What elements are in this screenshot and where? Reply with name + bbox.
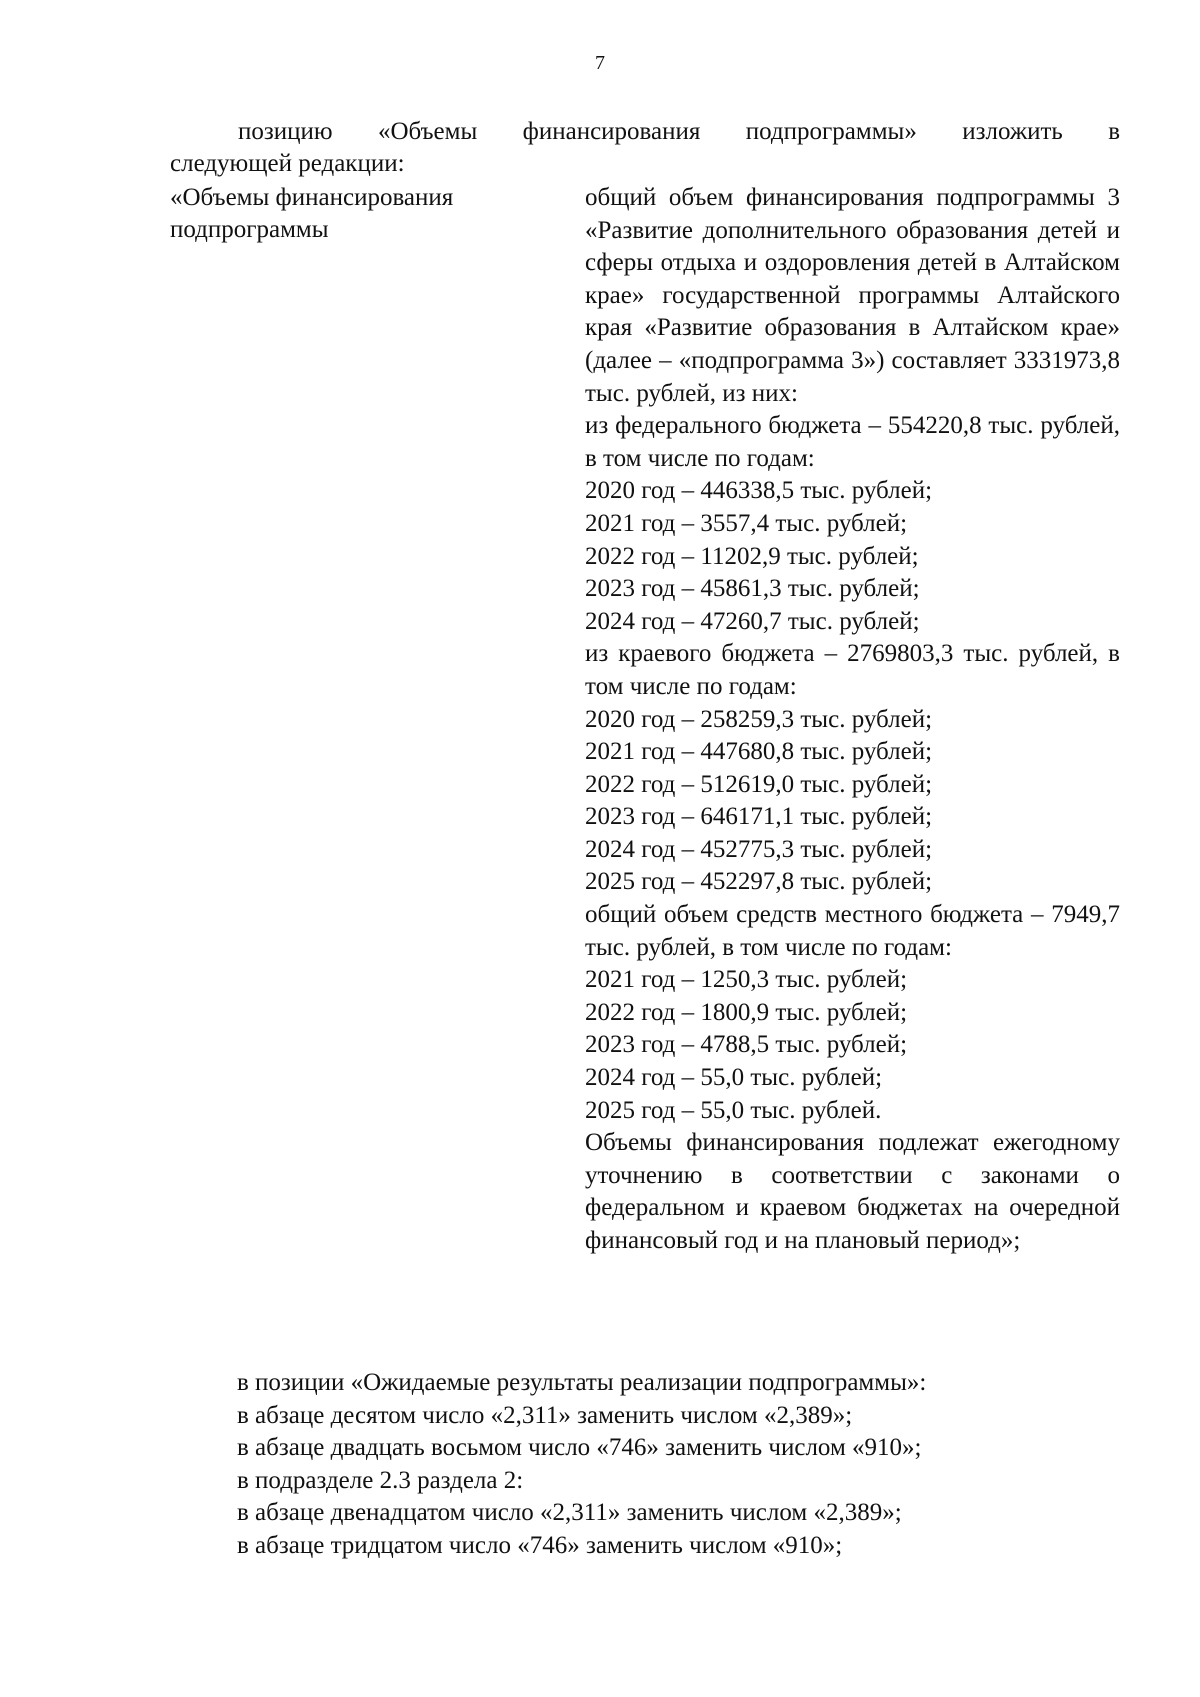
local-year-line: 2023 год – 4788,5 тыс. рублей; xyxy=(585,1031,908,1059)
local-year-line: 2021 год – 1250,3 тыс. рублей; xyxy=(585,966,908,994)
amendment-line: в позиции «Ожидаемые результаты реализации подпрограммы»: xyxy=(237,1369,927,1396)
intro-line-1: позицию «Объемы финансирования подпрограммы» изложить в xyxy=(238,118,1120,145)
financing-note: Объемы финансирования подлежат ежегодному уточнению в соответствии с законами о федеральном и краевом бюджетах на очередной финансовый год и на плановый период»; xyxy=(585,1129,1120,1254)
table-label-cell: «Объемы финансирования подпрограммы xyxy=(170,184,454,243)
federal-year-line: 2022 год – 11202,9 тыс. рублей; xyxy=(585,542,919,570)
intro-line-2: следующей редакции: xyxy=(170,150,405,177)
amendment-line: в абзаце десятом число «2,311» заменить числом «2,389»; xyxy=(237,1401,853,1429)
amendment-line: в абзаце двадцать восьмом число «746» заменить числом «910»; xyxy=(237,1434,922,1462)
federal-year-line: 2023 год – 45861,3 тыс. рублей; xyxy=(585,575,920,603)
federal-year-line: 2021 год – 3557,4 тыс. рублей; xyxy=(585,509,908,537)
local-year-line: 2024 год – 55,0 тыс. рублей; xyxy=(585,1064,883,1092)
intro-paragraph xyxy=(170,116,1120,180)
local-year-line: 2025 год – 55,0 тыс. рублей. xyxy=(585,1096,882,1124)
regional-year-line: 2023 год – 646171,1 тыс. рублей; xyxy=(585,803,933,831)
amendments-list xyxy=(237,1367,1127,1563)
federal-year-line: 2020 год – 446338,5 тыс. рублей; xyxy=(585,477,933,505)
local-budget-intro: общий объем средств местного бюджета – 7949,7 тыс. рублей, в том числе по годам: xyxy=(585,901,1120,961)
table-value-cell xyxy=(585,182,1120,1258)
regional-year-line: 2025 год – 452297,8 тыс. рублей; xyxy=(585,868,933,896)
regional-year-line: 2024 год – 452775,3 тыс. рублей; xyxy=(585,835,933,863)
federal-budget-intro: из федерального бюджета – 554220,8 тыс. рублей, в том числе по годам: xyxy=(585,412,1120,472)
regional-year-line: 2020 год – 258259,3 тыс. рублей; xyxy=(585,705,933,733)
regional-year-line: 2022 год – 512619,0 тыс. рублей; xyxy=(585,770,933,798)
amendment-line: в подразделе 2.3 раздела 2: xyxy=(237,1466,524,1494)
amendment-line: в абзаце тридцатом число «746» заменить числом «910»; xyxy=(237,1531,843,1559)
page-number: 7 xyxy=(595,52,605,74)
regional-year-line: 2021 год – 447680,8 тыс. рублей; xyxy=(585,738,933,766)
federal-year-line: 2024 год – 47260,7 тыс. рублей; xyxy=(585,607,920,635)
regional-budget-intro: из краевого бюджета – 2769803,3 тыс. рублей, в том числе по годам: xyxy=(585,640,1120,700)
total-financing-paragraph: общий объем финансирования подпрограммы 3 «Развитие дополнительного образования детей и сферы отдыха и оздоровления детей в Алтайском крае» государственной программы Алтайского края «Развитие образования в Алтайском крае» (далее – «подпрограмма 3») составляет 3331973,8 тыс. рублей, из них: xyxy=(585,184,1120,407)
amendment-line: в абзаце двенадцатом число «2,311» заменить числом «2,389»; xyxy=(237,1499,902,1527)
local-year-line: 2022 год – 1800,9 тыс. рублей; xyxy=(585,998,908,1026)
